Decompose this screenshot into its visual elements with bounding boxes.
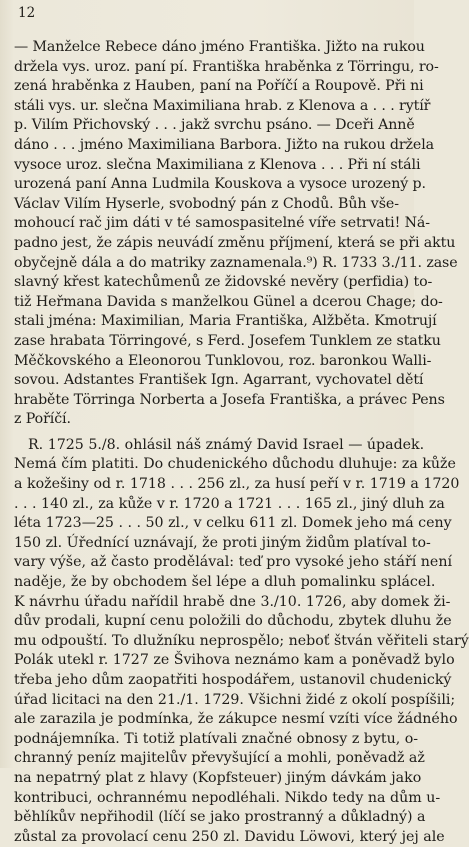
text-line: zená hraběnka z Hauben, paní na Poříčí a Roupově. Při ni [14,78,424,95]
text-line: — Manželce Rebece dáno jméno Františka. Jižto na rukou [14,39,425,55]
text-line: kontribuci, ochrannému nepodléhali. Nikdo tedy na dům u- [14,789,441,806]
text-line: padno jest, že zápis neuvádí změnu příjmení, která se při aktu [14,234,456,251]
text-line: Václav Vilím Hyserle, svobodný pán z Chodů. Bůh vše- [14,195,399,212]
text-line: stali jména: Maximilian, Maria Františka, Alžběta. Kmotrují [14,313,437,330]
text-line: mohoucí rač jim dáti v té samospasitelné víře setrvati! Ná- [14,215,430,232]
text-line: urozená paní Anna Ludmila Kouskova a vysoce urozený p. [14,176,426,193]
text-line: zůstal za provolací cenu 250 zl. Davidu Löwovi, který jej ale [14,828,445,845]
text-line: obyčejně dála a do matriky zaznamenala.⁹) R. 1733 3./11. zase [14,254,458,271]
text-line: naděje, že by obchodem šel lépe a dluh pomalinku splácel. [14,574,436,591]
text-line: vary výše, až často prodělával: teď pro vysoké jeho stáří není [14,554,452,571]
text-line: mu odpouští. To dlužníku neprospělo; neboť štván věřiteli starý [14,632,469,649]
text-line: a kožešiny od r. 1718 . . . 256 zl., za husí peří v r. 1719 a 1720 [14,476,460,493]
text-line: držela vys. uroz. paní pí. Františka hraběnka z Törringu, ro- [14,58,439,75]
body-text [14,38,469,847]
text-line: 150 zl. Úřednící uznávají, že proti jiným židům platíval to- [14,534,431,551]
text-line: . . . 140 zl., za kůže v r. 1720 a 1721 . . . 165 zl., jiný dluh za [14,495,445,512]
text-line: ale zarazila je podmínka, že zákupce nesmí vzíti více žádného [14,711,458,728]
text-line: z Poříčí. [14,411,71,428]
text-line: podnájemníka. Ti totiž platívali značné obnosy z bytu, o- [14,730,419,747]
text-line: chranný peníz majitelův převyšující a mohli, poněvadž až [14,750,425,767]
text-line: Měčkovského a Eleonorou Tunklovou, roz. baronkou Walli- [14,352,432,369]
text-line: Polák utekl r. 1727 ze Švihova neznámo kam a poněvadž bylo [14,652,455,669]
text-line: dův prodali, kupní cenu položili do důchodu, zbytek dluhu že [14,613,452,630]
text-line: sovou. Adstantes František Ign. Agarrant, vychovatel dětí [14,372,424,389]
text-line: zase hrabata Törringové, s Ferd. Josefem Tunklem ze statku [14,332,441,349]
text-line: tiž Heřmana Davida s manželkou Günel a dcerou Chage; do- [14,293,443,310]
text-line: úřad licitaci na den 21./1. 1729. Všichni židé z okolí pospíšili; [14,691,456,708]
text-line: slavný křest katechůmenů ze židovské nevěry (perfidia) to- [14,274,433,291]
text-line: na nepatrný plat z hlavy (Kopfsteuer) jiným dávkám jako [14,769,422,786]
text-line: Nemá čím platiti. Do chudenického důchodu dluhuje: za kůže [14,456,456,473]
paragraph-bankruptcy-record [14,436,469,847]
text-line: třeba jeho dům zaopatřiti hospodářem, ustanovil chudenický [14,672,452,688]
text-line: léta 1723—25 . . . 50 zl., v celku 611 zl. Domek jeho má ceny [14,515,452,532]
text-line: K návrhu úřadu nařídil hrabě dne 3./10. 1726, aby domek ži- [14,593,451,610]
text-line: stáli vys. ur. slečna Maximiliana hrab. z Klenova a . . . rytíř [14,97,431,114]
text-line: hraběte Törringa Norberta a Josefa Františka, a právec Pens [14,391,445,408]
text-line: dáno . . . jméno Maximiliana Barbora. Jižto na rukou držela [14,136,435,153]
text-line: vysoce uroz. slečna Maximiliana z Klenova . . . Při ní stáli [14,156,421,173]
text-line: p. Vilím Přichovský . . . jakž svrchu psáno. — Dceři Anně [14,117,415,134]
text-line: běhlíkův nepřihodil (líčí se jako prostranný a důkladný) a [14,809,426,826]
page-number: 12 [18,5,36,21]
paragraph-baptism-record [14,38,458,430]
text-line: R. 1725 5./8. ohlásil náš známý David Israel — úpadek. [28,436,425,453]
